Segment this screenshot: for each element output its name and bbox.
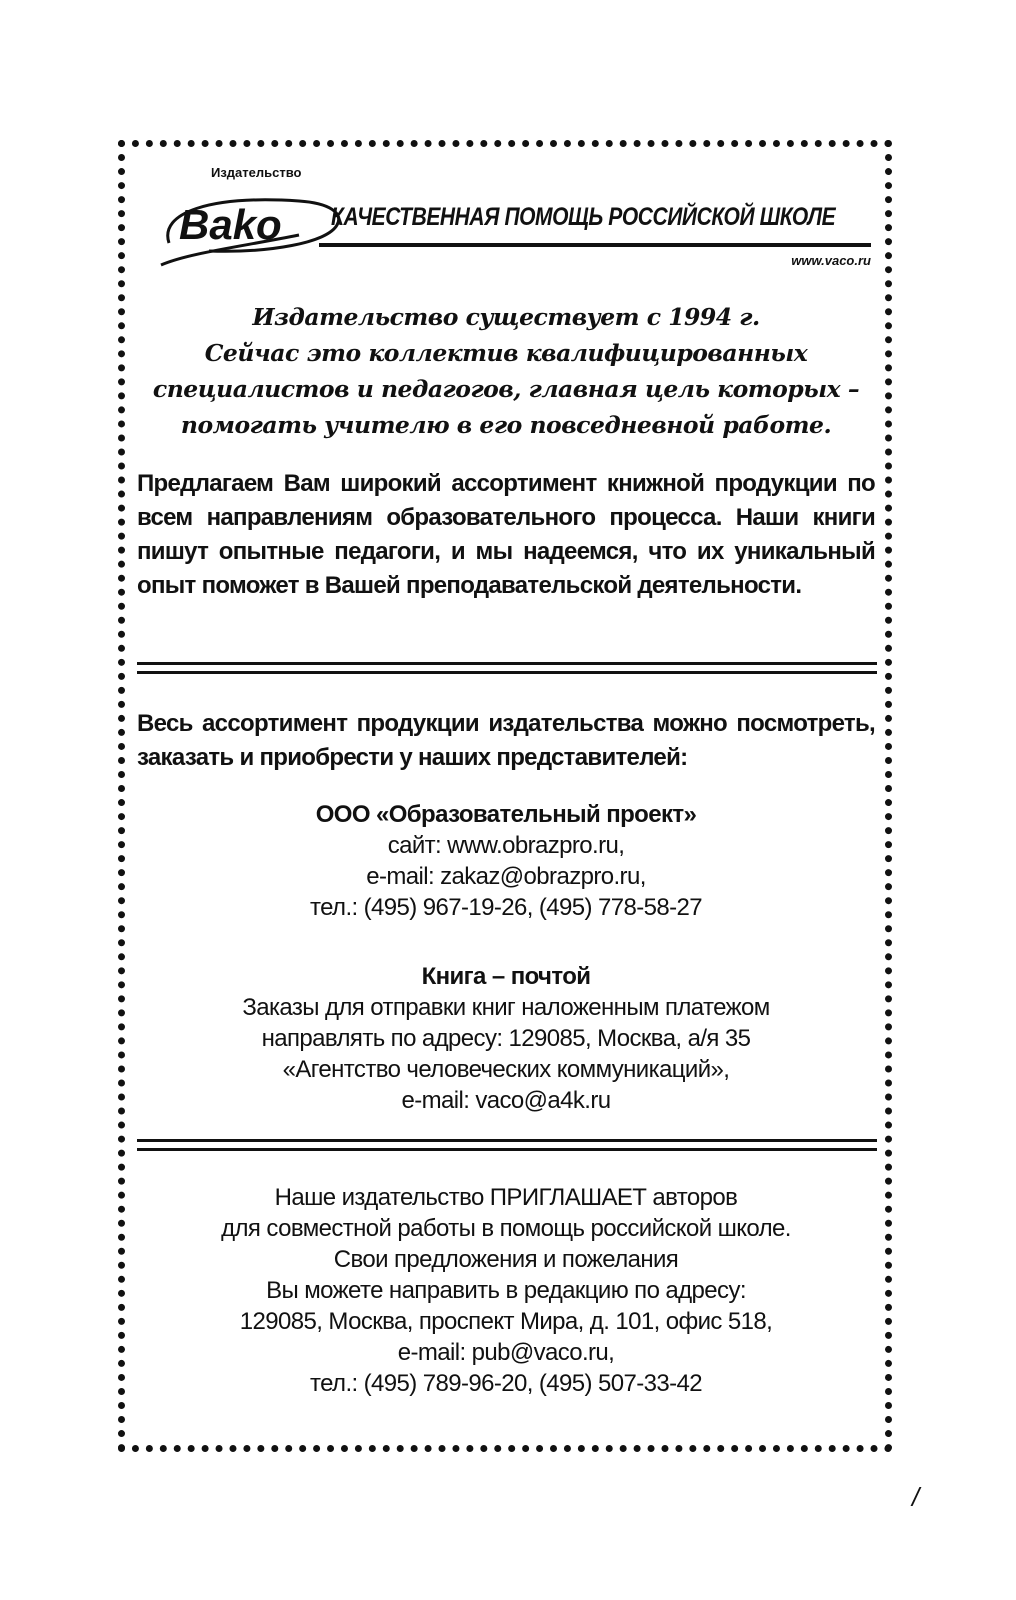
authors-line: Наше издательство ПРИГЛАШАЕТ авторов — [274, 1184, 738, 1211]
intro-line: помогать учителю в его повседневной работе. — [180, 411, 832, 439]
where-to-buy-paragraph: Весь ассортимент продукции издательства можно посмотреть, заказать и приобрести у наших представителей: — [137, 710, 875, 771]
slogan-underline — [319, 243, 871, 247]
authors-line: 129085, Москва, проспект Мира, д. 101, офис 518, — [239, 1308, 773, 1335]
mail-order-line: направлять по адресу: 129085, Москва, а/я 35 — [261, 1025, 751, 1052]
mail-order-block — [125, 961, 887, 1116]
page-frame — [118, 140, 892, 1452]
mail-order-line: «Агентство человеческих коммуникаций», — [282, 1056, 730, 1083]
mail-order-email[interactable]: e-mail: vaco@a4k.ru — [401, 1087, 611, 1114]
representative-phone: тел.: (495) 967-19-26, (495) 778-58-27 — [309, 894, 703, 921]
representative-email[interactable]: e-mail: zakaz@obrazpro.ru, — [366, 863, 646, 890]
authors-line: Свои предложения и пожелания — [333, 1246, 679, 1273]
publisher-label: Издательство — [211, 165, 302, 180]
representative-name: ООО «Образовательный проект» — [315, 801, 697, 828]
page-mark: / — [912, 1482, 920, 1512]
offer-paragraph: Предлагаем Вам широкий ассортимент книжной продукции по всем направлениям образовательного процесса. Наши книги пишут опытные педагоги, и мы надеемся, что их уникальный опыт поможет в Вашей преподавательской деятельности. — [137, 470, 875, 599]
intro-line: Издательство существует с 1994 г. — [252, 303, 760, 331]
representative-site[interactable]: сайт: www.obrazpro.ru, — [387, 832, 625, 859]
intro-line: Сейчас это коллектив квалифицированных — [204, 339, 808, 367]
authors-block — [125, 1182, 887, 1399]
publisher-header — [149, 165, 871, 275]
slogan: КАЧЕСТВЕННАЯ ПОМОЩЬ РОССИЙСКОЙ ШКОЛЕ — [331, 203, 836, 231]
authors-email[interactable]: e-mail: pub@vaco.ru, — [397, 1339, 615, 1366]
divider — [137, 1139, 877, 1151]
mail-order-line: Заказы для отправки книг наложенным платежом — [242, 994, 770, 1021]
intro-paragraph — [135, 299, 877, 443]
authors-phone: тел.: (495) 789-96-20, (495) 507-33-42 — [309, 1370, 703, 1397]
authors-line: для совместной работы в помощь российской школе. — [221, 1215, 791, 1242]
representative-block — [125, 799, 887, 923]
mail-order-title: Книга – почтой — [421, 963, 591, 990]
logo-wordmark: Bako — [179, 201, 282, 248]
website-link[interactable]: www.vaco.ru — [791, 253, 871, 268]
divider — [137, 662, 877, 674]
intro-line: специалистов и педагогов, главная цель которых – — [152, 375, 860, 403]
authors-line: Вы можете направить в редакцию по адресу: — [266, 1277, 746, 1304]
